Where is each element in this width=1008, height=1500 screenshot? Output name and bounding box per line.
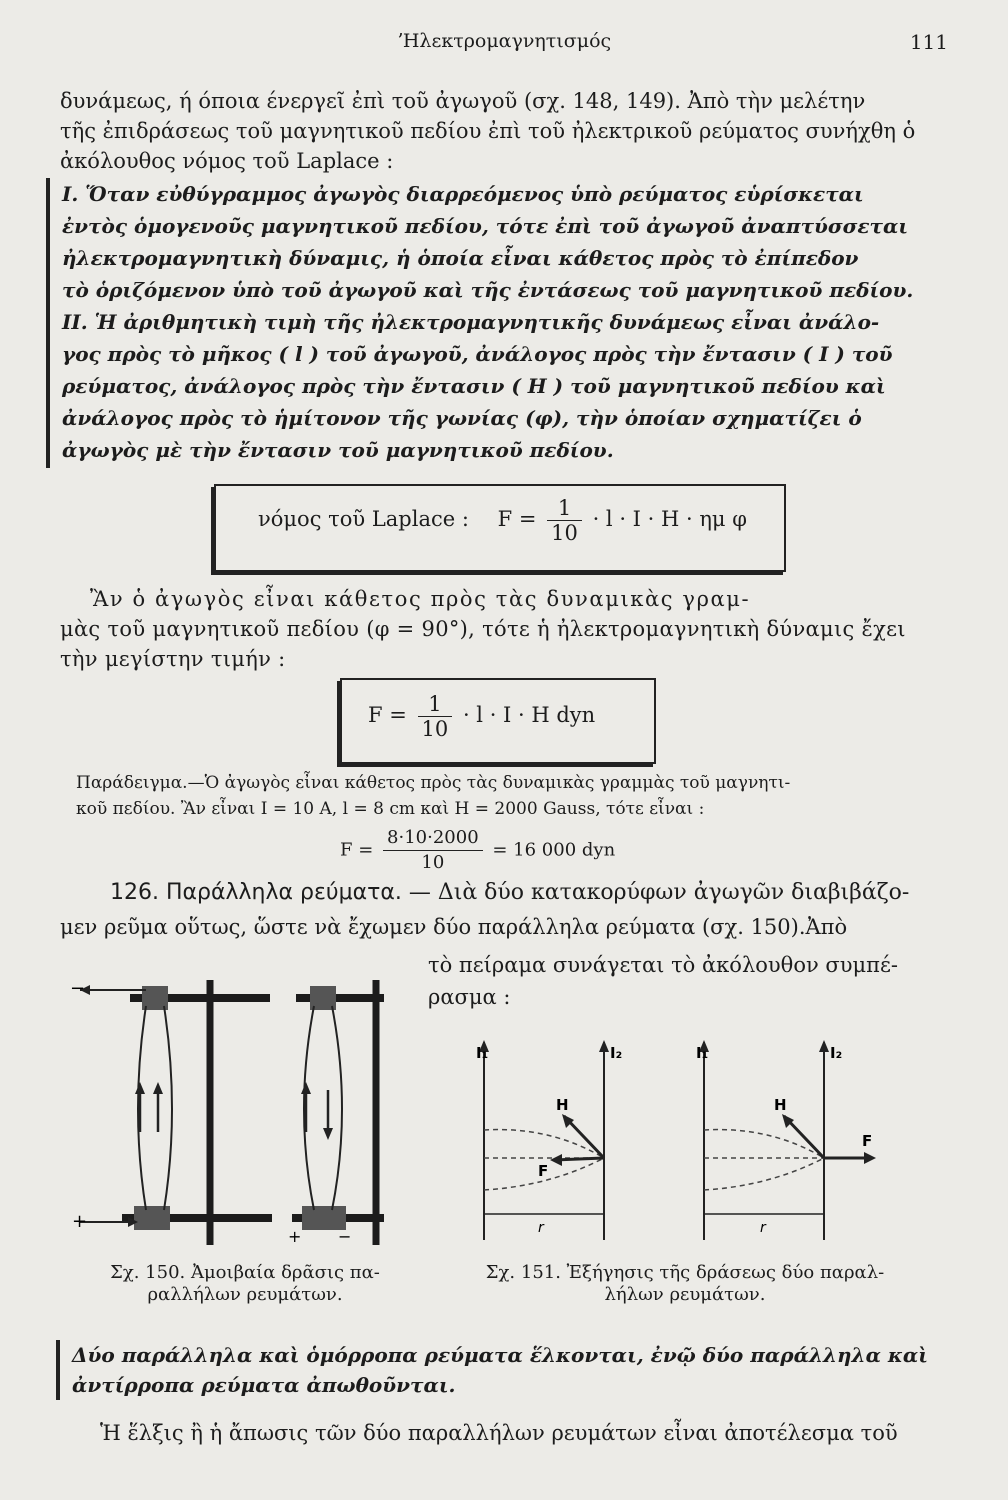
section-number: 126. <box>110 880 159 905</box>
arrow-head <box>301 1082 311 1094</box>
margin-bar <box>56 1340 60 1400</box>
law-line: ἀνάλογος πρὸς τὸ ἡμίτονον τῆς γωνίας (φ), τὴν ὁποίαν σχηματίζει ὁ <box>62 406 862 430</box>
label-i1: I₁ <box>476 1044 489 1062</box>
minus-terminal: − <box>70 978 86 999</box>
minus-terminal: − <box>338 1227 352 1246</box>
law-line: ἠλεκτρομαγνητικὴ δύναμις, ἡ ὁποία εἶναι κάθετος πρὸς τὸ ἐπίπεδον <box>62 246 859 270</box>
perp-line: μὰς τοῦ μαγνητικοῦ πεδίου (φ = 90°), τότε ἡ ἠλεκτρομαγνητικὴ δύναμις ἔχει <box>60 617 906 641</box>
section-line: μεν ρεῦμα οὕτως, ὥστε νὰ ἔχωμεν δύο παράλληλα ρεύματα (σχ. 150).Ἀπὸ <box>60 915 848 939</box>
fraction-numerator: 1 <box>547 496 582 521</box>
law-line: ἀγωγὸς μὲ τὴν ἔντασιν τοῦ μαγνητικοῦ πεδίου. <box>62 438 614 462</box>
caption-line: λήλων ρευμάτων. <box>604 1284 766 1305</box>
caption-line: ραλλήλων ρευμάτων. <box>147 1284 343 1305</box>
law-line: ρεύματος, ἀνάλογος πρὸς τὴν ἔντασιν ( H ) τοῦ μαγνητικοῦ πεδίου καὶ <box>62 374 886 398</box>
law-line: II. Ἡ ἀριθμητικὴ τιμὴ τῆς ἠλεκτρομαγνητικῆς δυνάμεως εἶναι ἀνάλο- <box>62 310 880 334</box>
example-formula <box>340 826 615 875</box>
fraction-denominator: 10 <box>551 521 578 545</box>
margin-bar <box>46 178 50 468</box>
perpendicular-paragraph <box>60 584 950 674</box>
example-line: κοῦ πεδίου. Ἂν εἶναι I = 10 A, l = 8 cm καὶ H = 2000 Gauss, τότε εἶναι : <box>76 799 705 819</box>
perp-line: τὴν μεγίστην τιμήν : <box>60 647 286 671</box>
arrow-head <box>323 1128 333 1140</box>
section-line: ρασμα : <box>428 985 511 1009</box>
section-title: Παράλληλα ρεύματα. <box>165 880 402 905</box>
example-line: Παράδειγμα.—Ὁ ἀγωγὸς εἶναι κάθετος πρὸς τὰς δυναμικὰς γραμμὰς τοῦ μαγνητι- <box>76 773 791 793</box>
arrow-head <box>864 1152 876 1164</box>
fraction-denominator: 10 <box>421 717 449 741</box>
label-r: r <box>760 1220 766 1236</box>
fraction <box>418 692 453 741</box>
field-line <box>704 1158 824 1190</box>
section-text: — Διὰ δύο κατακορύφων ἀγωγῶν διαβιβάζο- <box>408 880 910 905</box>
arrow-head <box>153 1082 163 1094</box>
law-line: τὸ ὁριζόμενον ὑπὸ τοῦ ἀγωγοῦ καὶ τῆς ἐντάσεως τοῦ μαγνητικοῦ πεδίου. <box>62 278 914 302</box>
arrow-head <box>135 1082 145 1094</box>
law-line: γος πρὸς τὸ μῆκος ( l ) τοῦ ἀγωγοῦ, ἀνάλογος πρὸς τὴν ἔντασιν ( I ) τοῦ <box>62 342 893 366</box>
figure-151-diagram <box>470 1030 880 1250</box>
perp-line: Ἂν ὁ ἀγωγὸς εἶναι κάθετος πρὸς τὰς δυναμικὰς γραμ- <box>90 587 751 611</box>
field-line <box>704 1130 824 1158</box>
laplace-formula <box>258 496 747 545</box>
right-wire-b <box>332 1006 342 1210</box>
arrow-head <box>819 1040 829 1052</box>
caption-line: Σχ. 151. Ἐξήγησις τῆς δράσεως δύο παραλ- <box>485 1262 885 1283</box>
conclusion-line: Δύο παράλληλα καὶ ὁμόρροπα ρεύματα ἕλκονται, ἐνῷ δύο παράλληλα καὶ <box>72 1343 928 1367</box>
label-i2: I₂ <box>610 1044 623 1062</box>
label-f: F <box>862 1132 873 1150</box>
left-wire-b <box>164 1006 172 1210</box>
fraction <box>547 496 582 545</box>
last-line: Ἡ ἕλξις ἢ ἡ ἄπωσις τῶν δύο παραλλήλων ρευμάτων εἶναι ἀποτέλεσμα τοῦ <box>100 1421 898 1445</box>
figure-150-caption <box>80 1262 410 1306</box>
plus-terminal: + <box>72 1211 88 1232</box>
label-r: r <box>538 1220 544 1236</box>
fraction-denominator: 10 <box>421 852 445 873</box>
formula-lhs: F = <box>368 703 407 727</box>
label-h: H <box>556 1096 569 1114</box>
example-paragraph <box>76 770 956 822</box>
max-force-formula <box>368 692 595 741</box>
formula-label: νόμος τοῦ Laplace : <box>258 507 469 531</box>
page-number: 111 <box>909 30 948 54</box>
fraction-numerator: 8·10·2000 <box>383 826 483 851</box>
law-line: ἐντὸς ὁμογενοῦς μαγνητικοῦ πεδίου, τότε ἐπὶ τοῦ ἀγωγοῦ ἀναπτύσσεται <box>62 214 909 238</box>
conclusion-line: ἀντίρροπα ρεύματα ἀπωθοῦνται. <box>72 1373 456 1397</box>
formula-lhs: F = <box>340 839 374 861</box>
section-heading <box>110 880 909 905</box>
intro-line: τῆς ἐπιδράσεως τοῦ μαγνητικοῦ πεδίου ἐπὶ τοῦ ἠλεκτρικοῦ ρεύματος συνήχθη ὁ <box>60 119 916 143</box>
label-i1: I₁ <box>696 1044 709 1062</box>
figure-151-caption <box>460 1262 910 1306</box>
right-top-clamp <box>296 994 384 1002</box>
label-h: H <box>774 1096 787 1114</box>
intro-paragraph <box>60 86 950 176</box>
intro-line: δυνάμεως, ή όποια ένεργεῖ ἐπὶ τοῦ ἀγωγοῦ (σχ. 148, 149). Ἀπὸ τὴν μελέτην <box>60 89 866 113</box>
law-statement <box>62 178 962 466</box>
field-line <box>484 1130 604 1158</box>
label-f: F <box>538 1162 549 1180</box>
label-i2: I₂ <box>830 1044 843 1062</box>
formula-rhs: = 16 000 dyn <box>492 839 616 861</box>
caption-line: Σχ. 150. Ἀμοιβαία δρᾶσις πα- <box>110 1262 380 1283</box>
formula-rhs: · l · I · H · ημ φ <box>592 507 747 531</box>
running-header: ʼΗλεκτρομαγνητισμός <box>396 30 612 52</box>
section-line: τὸ πείραμα συνάγεται τὸ ἀκόλουθον συμπέ- <box>428 953 898 977</box>
fraction-numerator: 1 <box>418 692 453 717</box>
formula-rhs: · l · I · H dyn <box>462 703 596 727</box>
arrow-head <box>599 1040 609 1052</box>
plus-terminal: + <box>288 1227 302 1246</box>
formula-lhs: F = <box>497 507 537 531</box>
intro-line: ἀκόλουθος νόμος τοῦ Laplace : <box>60 149 394 173</box>
conclusion <box>72 1340 972 1400</box>
law-line: I. Ὅταν εὐθύγραμμος ἀγωγὸς διαρρεόμενος ὑπὸ ρεύματος εὑρίσκεται <box>62 182 864 206</box>
figure-150-apparatus <box>60 960 400 1250</box>
arrow-head <box>550 1154 562 1166</box>
fraction <box>383 826 483 875</box>
